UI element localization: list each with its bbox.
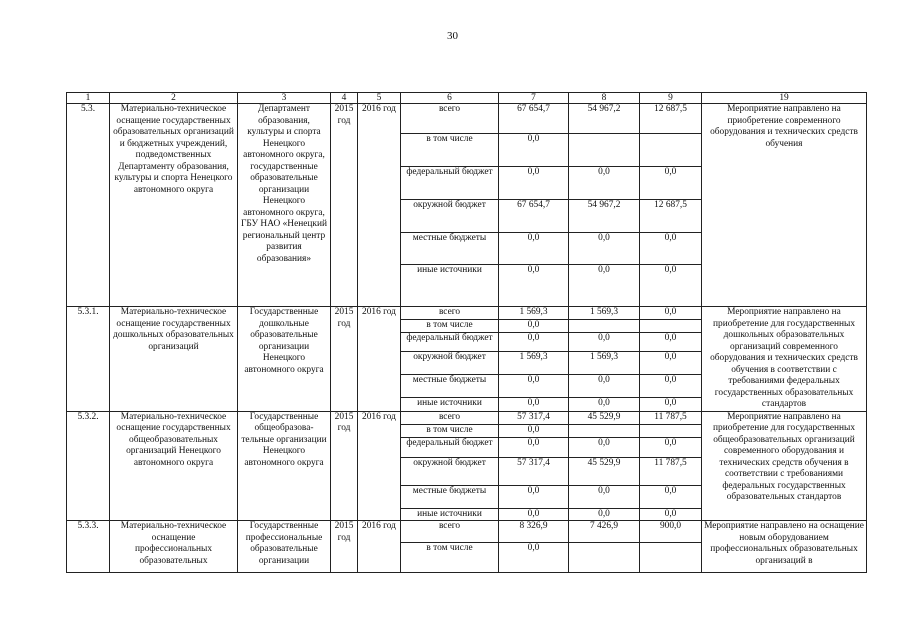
header-cell: 8: [569, 93, 640, 104]
value-col8: 0,0: [569, 375, 640, 398]
funding-source: местные бюджеты: [401, 233, 499, 265]
value-col8: 0,0: [569, 508, 640, 521]
value-col9: 0,0: [640, 233, 702, 265]
item-executor: Государственные общеобразова-тельные организации Ненецкого автономного округа: [238, 411, 331, 521]
funding-source: иные источники: [401, 265, 499, 307]
value-col8: 54 967,2: [569, 200, 640, 233]
value-col7: 0,0: [499, 424, 569, 437]
year-end: 2016 год: [358, 521, 401, 573]
funding-source: федеральный бюджет: [401, 333, 499, 352]
item-name: Материально-техническое оснащение государственных общеобразовательных организаций Ненецкого автономного округа: [110, 411, 238, 521]
funding-source: местные бюджеты: [401, 485, 499, 508]
year-start: 2015 год: [331, 104, 358, 307]
value-col8: 45 529,9: [569, 457, 640, 485]
value-col7: 0,0: [499, 437, 569, 457]
value-col9: 0,0: [640, 167, 702, 200]
value-col7: 0,0: [499, 398, 569, 411]
funding-source: в том числе: [401, 134, 499, 167]
value-col8: 1 569,3: [569, 352, 640, 375]
value-col7: 67 654,7: [499, 104, 569, 134]
table-row: [67, 307, 867, 320]
value-col7: 0,0: [499, 320, 569, 333]
item-result: Мероприятие направлено на оснащение новым оборудованием профессиональных образовательных организаций в: [702, 521, 867, 573]
value-col7: 1 569,3: [499, 307, 569, 320]
value-col7: 0,0: [499, 265, 569, 307]
header-row: [67, 93, 867, 104]
value-col8: [569, 134, 640, 167]
year-end: 2016 год: [358, 104, 401, 307]
year-start: 2015 год: [331, 411, 358, 521]
header-cell: 2: [110, 93, 238, 104]
header-cell: 9: [640, 93, 702, 104]
value-col9: 11 787,5: [640, 411, 702, 424]
header-cell: 4: [331, 93, 358, 104]
value-col7: 0,0: [499, 333, 569, 352]
item-name: Материально-техническое оснащение государственных дошкольных образовательных организаций: [110, 307, 238, 412]
funding-source: окружной бюджет: [401, 352, 499, 375]
year-end: 2016 год: [358, 307, 401, 412]
table-row: [67, 411, 867, 424]
value-col7: 0,0: [499, 167, 569, 200]
program-table: [66, 92, 867, 573]
value-col8: 0,0: [569, 233, 640, 265]
funding-source: в том числе: [401, 543, 499, 573]
value-col8: 0,0: [569, 398, 640, 411]
funding-source: всего: [401, 521, 499, 543]
value-col7: 1 569,3: [499, 352, 569, 375]
item-name: Материально-техническое оснащение государственных образовательных организаций и бюджетных учреждений, подведомственных Департаменту образования, культуры и спорта Ненецкого автономного округа: [110, 104, 238, 307]
value-col9: [640, 134, 702, 167]
funding-source: федеральный бюджет: [401, 167, 499, 200]
item-number: 5.3.1.: [67, 307, 110, 412]
item-number: 5.3.3.: [67, 521, 110, 573]
year-start: 2015 год: [331, 307, 358, 412]
funding-source: в том числе: [401, 320, 499, 333]
funding-source: окружной бюджет: [401, 200, 499, 233]
item-result: Мероприятие направлено на приобретение для государственных дошкольных образовательных организаций современного оборудования и технических средств обучения в соответствии с требованиями федеральных государственных образовательных стандартов: [702, 307, 867, 412]
header-cell: 6: [401, 93, 499, 104]
value-col9: 0,0: [640, 333, 702, 352]
value-col9: [640, 320, 702, 333]
value-col9: [640, 543, 702, 573]
funding-source: иные источники: [401, 508, 499, 521]
value-col8: 0,0: [569, 167, 640, 200]
value-col7: 0,0: [499, 233, 569, 265]
item-result: Мероприятие направлено на приобретение для государственных общеобразовательных организаций современного оборудования и технических средств обучения в соответствии с требованиями федеральных государственных образовательных стандартов: [702, 411, 867, 521]
item-result: Мероприятие направлено на приобретение современного оборудования и технических средств обучения: [702, 104, 867, 307]
funding-source: всего: [401, 104, 499, 134]
value-col7: 0,0: [499, 485, 569, 508]
header-cell: 1: [67, 93, 110, 104]
value-col7: 67 654,7: [499, 200, 569, 233]
value-col8: [569, 424, 640, 437]
value-col8: 54 967,2: [569, 104, 640, 134]
value-col9: 0,0: [640, 265, 702, 307]
value-col9: 0,0: [640, 508, 702, 521]
value-col7: 0,0: [499, 508, 569, 521]
value-col9: 11 787,5: [640, 457, 702, 485]
item-number: 5.3.: [67, 104, 110, 307]
value-col8: 0,0: [569, 333, 640, 352]
header-cell: 7: [499, 93, 569, 104]
value-col9: 0,0: [640, 437, 702, 457]
value-col7: 57 317,4: [499, 457, 569, 485]
value-col9: 0,0: [640, 307, 702, 320]
value-col9: [640, 424, 702, 437]
header-cell: 3: [238, 93, 331, 104]
funding-source: местные бюджеты: [401, 375, 499, 398]
funding-source: в том числе: [401, 424, 499, 437]
value-col7: 57 317,4: [499, 411, 569, 424]
value-col9: 0,0: [640, 352, 702, 375]
value-col9: 12 687,5: [640, 200, 702, 233]
item-number: 5.3.2.: [67, 411, 110, 521]
funding-source: окружной бюджет: [401, 457, 499, 485]
value-col8: [569, 543, 640, 573]
table-row: [67, 521, 867, 543]
funding-source: иные источники: [401, 398, 499, 411]
header-cell: 5: [358, 93, 401, 104]
value-col8: [569, 320, 640, 333]
funding-source: всего: [401, 307, 499, 320]
value-col8: 0,0: [569, 265, 640, 307]
value-col8: 0,0: [569, 437, 640, 457]
value-col8: 7 426,9: [569, 521, 640, 543]
funding-source: федеральный бюджет: [401, 437, 499, 457]
header-cell: 19: [702, 93, 867, 104]
item-name: Материально-техническое оснащение профессиональных образовательных: [110, 521, 238, 573]
value-col7: 0,0: [499, 375, 569, 398]
value-col8: 1 569,3: [569, 307, 640, 320]
value-col8: 0,0: [569, 485, 640, 508]
page-number: 30: [447, 30, 458, 42]
value-col9: 0,0: [640, 485, 702, 508]
year-start: 2015 год: [331, 521, 358, 573]
funding-source: всего: [401, 411, 499, 424]
value-col9: 12 687,5: [640, 104, 702, 134]
table-row: [67, 104, 867, 134]
value-col9: 0,0: [640, 398, 702, 411]
value-col7: 0,0: [499, 134, 569, 167]
value-col7: 8 326,9: [499, 521, 569, 543]
value-col9: 900,0: [640, 521, 702, 543]
year-end: 2016 год: [358, 411, 401, 521]
item-executor: Государственные профессиональные образовательные организации: [238, 521, 331, 573]
value-col8: 45 529,9: [569, 411, 640, 424]
value-col7: 0,0: [499, 543, 569, 573]
value-col9: 0,0: [640, 375, 702, 398]
item-executor: Департамент образования, культуры и спорта Ненецкого автономного округа, государственные образовательные организации Ненецкого автономного округа, ГБУ НАО «Ненецкий региональный центр развития образования»: [238, 104, 331, 307]
item-executor: Государственные дошкольные образовательные организации Ненецкого автономного округа: [238, 307, 331, 412]
